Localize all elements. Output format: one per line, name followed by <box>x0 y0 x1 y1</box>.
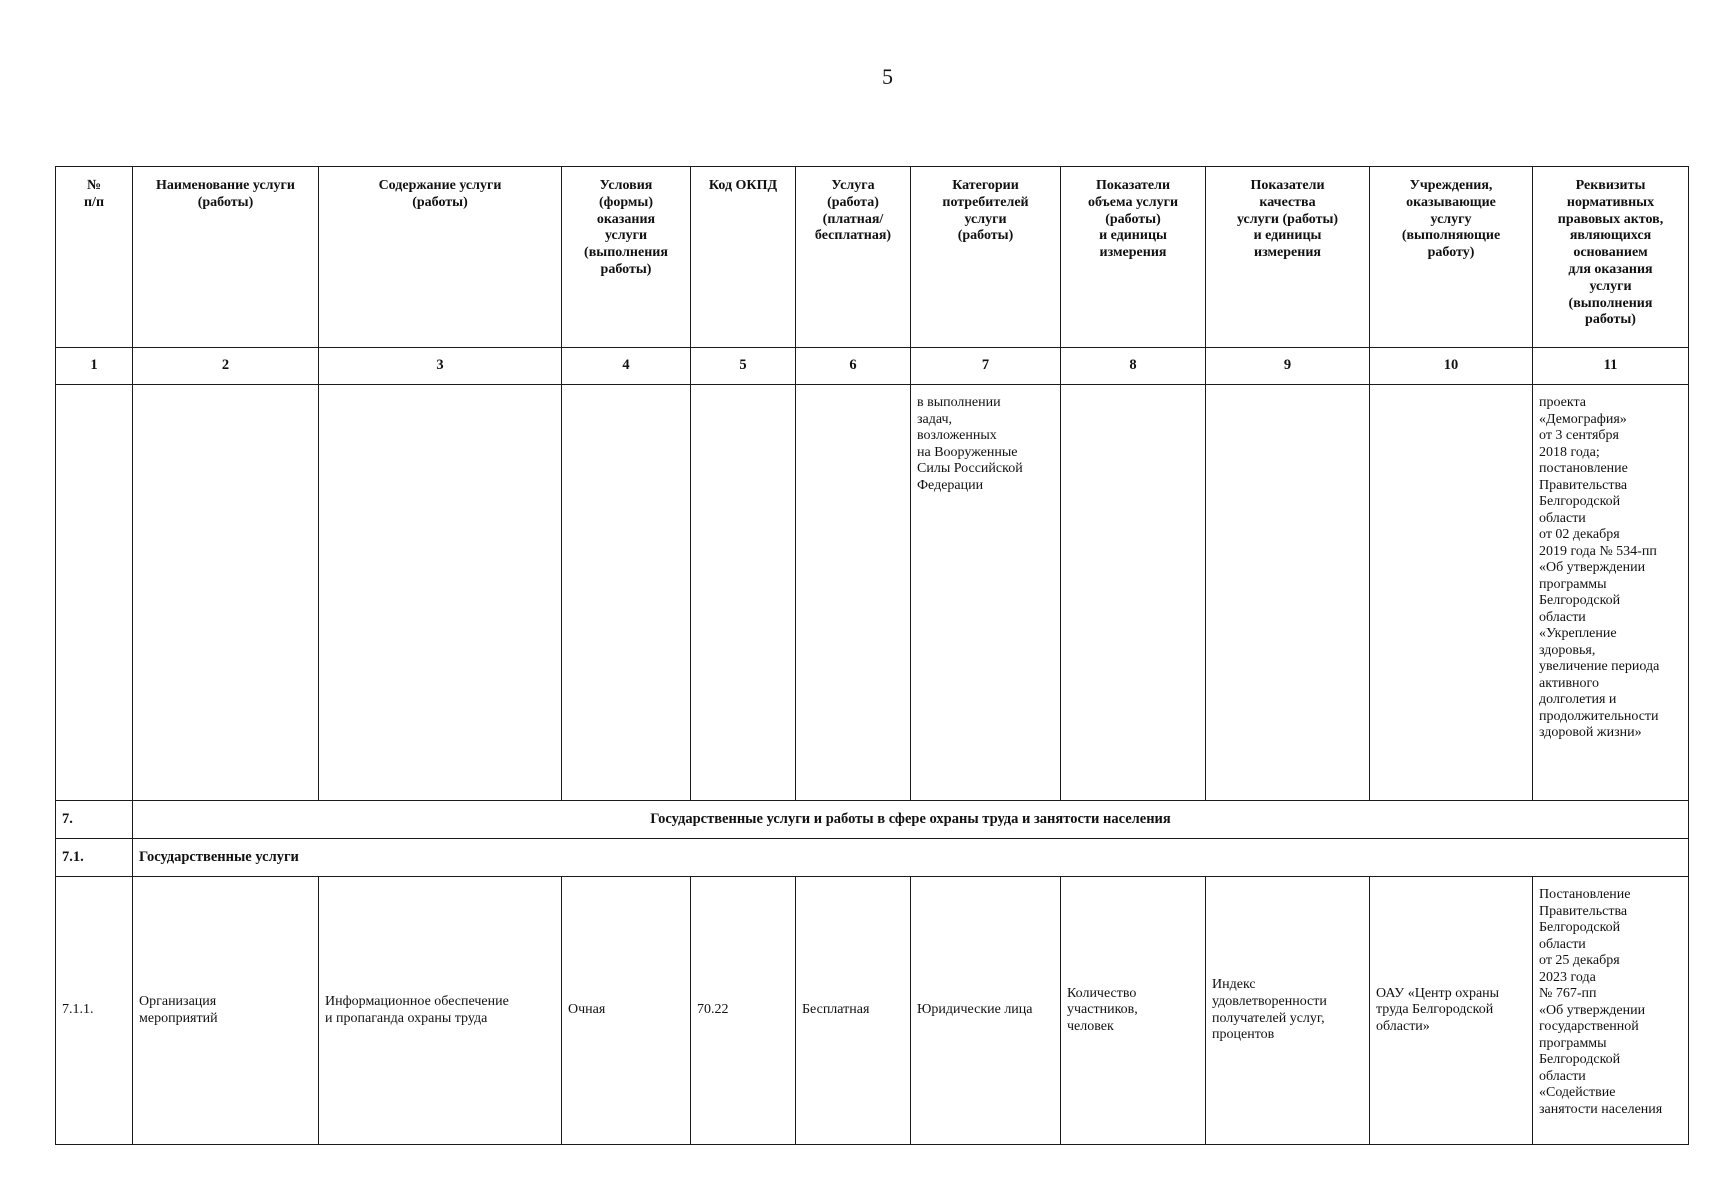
service-name: Организация мероприятий <box>133 877 319 1145</box>
header-cell-service-name: Наименование услуги (работы) <box>133 167 319 348</box>
legal-basis-cell: Постановление Правительства Белгородской области от 25 декабря 2023 года № 767-пп «Об утверждении государственной программы Белгородской области «Содействие занятости населения <box>1533 877 1689 1145</box>
service-number: 7.1.1. <box>56 877 133 1145</box>
column-number: 10 <box>1370 348 1533 385</box>
column-number: 8 <box>1061 348 1206 385</box>
quality-indicator: Индекс удовлетворенности получателей услуг, процентов <box>1206 877 1370 1145</box>
empty-cell <box>1370 385 1533 801</box>
subsection-number: 7.1. <box>56 839 133 877</box>
section-row <box>56 801 1689 839</box>
empty-cell <box>1061 385 1206 801</box>
service-content: Информационное обеспечение и пропаганда охраны труда <box>319 877 562 1145</box>
header-cell-quality-indicators: Показатели качества услуги (работы) и единицы измерения <box>1206 167 1370 348</box>
column-number: 7 <box>911 348 1061 385</box>
column-number: 5 <box>691 348 796 385</box>
column-number: 3 <box>319 348 562 385</box>
page-number: 5 <box>882 64 893 89</box>
provider: ОАУ «Центр охраны труда Белгородской области» <box>1370 877 1533 1145</box>
column-number: 2 <box>133 348 319 385</box>
header-cell-paid-free: Услуга (работа) (платная/ бесплатная) <box>796 167 911 348</box>
service-form: Очная <box>562 877 691 1145</box>
column-number: 11 <box>1533 348 1689 385</box>
header-cell-service-content: Содержание услуги (работы) <box>319 167 562 348</box>
empty-cell <box>56 385 133 801</box>
section-title: Государственные услуги и работы в сфере охраны труда и занятости населения <box>133 801 1689 839</box>
subsection-title: Государственные услуги <box>133 839 1689 877</box>
header-row <box>56 167 1689 348</box>
services-table <box>55 166 1689 1145</box>
okpd-code: 70.22 <box>691 877 796 1145</box>
header-cell-consumer-categories: Категории потребителей услуги (работы) <box>911 167 1061 348</box>
header-cell-okpd-code: Код ОКПД <box>691 167 796 348</box>
empty-cell <box>319 385 562 801</box>
consumer-category: Юридические лица <box>911 877 1061 1145</box>
column-number: 4 <box>562 348 691 385</box>
column-number: 1 <box>56 348 133 385</box>
continuation-row <box>56 385 1689 801</box>
header-cell-legal-basis: Реквизиты нормативных правовых актов, являющихся основанием для оказания услуги (выполнения работы) <box>1533 167 1689 348</box>
empty-cell <box>562 385 691 801</box>
column-number: 9 <box>1206 348 1370 385</box>
empty-cell <box>133 385 319 801</box>
paid-status: Бесплатная <box>796 877 911 1145</box>
volume-indicator: Количество участников, человек <box>1061 877 1206 1145</box>
empty-cell <box>796 385 911 801</box>
subsection-row <box>56 839 1689 877</box>
empty-cell <box>1206 385 1370 801</box>
header-cell-conditions: Условия (формы) оказания услуги (выполнения работы) <box>562 167 691 348</box>
header-cell-number: № п/п <box>56 167 133 348</box>
column-number: 6 <box>796 348 911 385</box>
empty-cell <box>691 385 796 801</box>
section-number: 7. <box>56 801 133 839</box>
header-cell-providers: Учреждения, оказывающие услугу (выполняющие работу) <box>1370 167 1533 348</box>
header-cell-volume-indicators: Показатели объема услуги (работы) и единицы измерения <box>1061 167 1206 348</box>
legal-basis-cell: проекта «Демография» от 3 сентября 2018 года; постановление Правительства Белгородской области от 02 декабря 2019 года № 534-пп «Об утверждении программы Белгородской области «Укрепление здоровья, увеличение периода активного долголетия и продолжительности здоровой жизни» <box>1533 385 1689 801</box>
table-row <box>56 877 1689 1145</box>
consumer-categories-cell: в выполнении задач, возложенных на Вооруженные Силы Российской Федерации <box>911 385 1061 801</box>
column-number-row <box>56 348 1689 385</box>
